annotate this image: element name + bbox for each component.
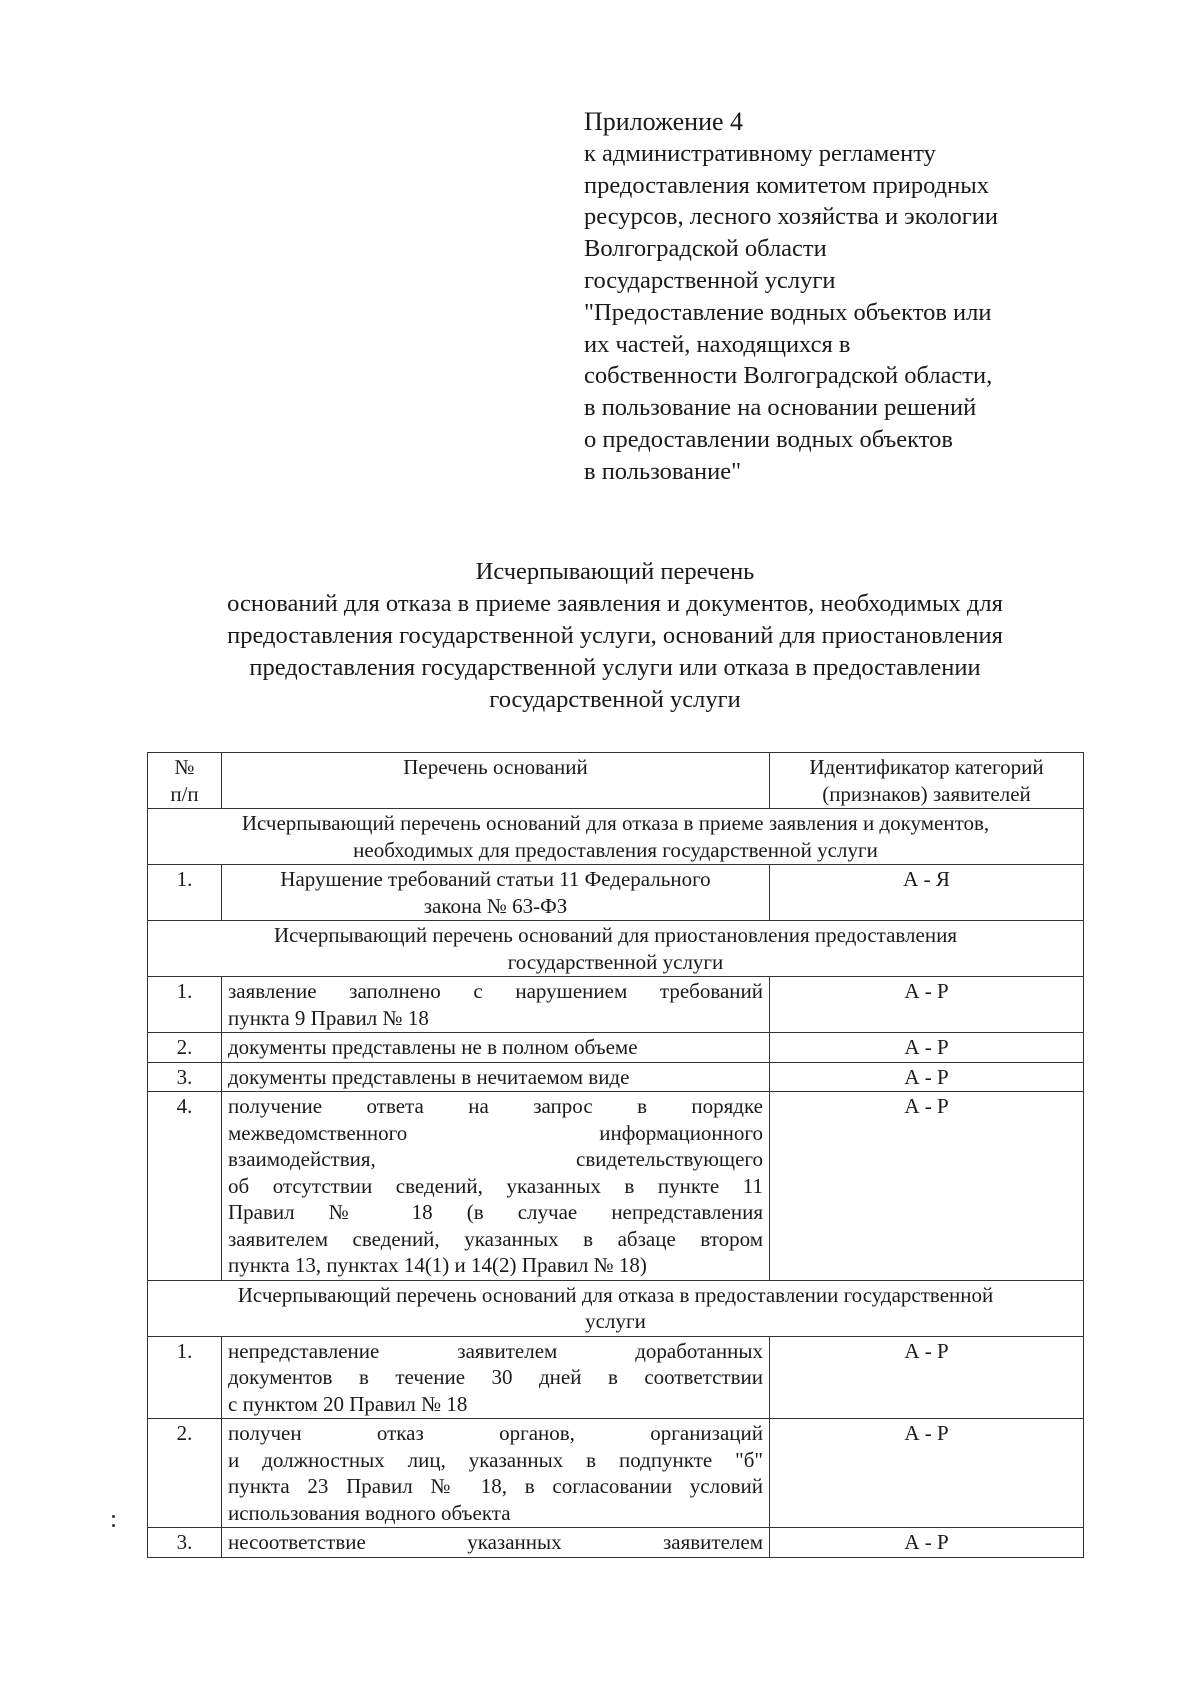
grounds-table: [147, 752, 1084, 1558]
row-text: [222, 1092, 770, 1281]
appendix-line: в пользование": [584, 457, 742, 485]
table-row: [148, 1092, 1084, 1281]
header-num-line: №: [174, 755, 195, 779]
title-line: государственной услуги: [489, 686, 741, 713]
row-num: 2.: [148, 1033, 222, 1063]
row-identifier: А - Р: [770, 1528, 1084, 1558]
row-identifier: А - Я: [770, 865, 1084, 921]
section-title: [148, 809, 1084, 865]
row-text-line: закона № 63-ФЗ: [423, 893, 568, 918]
row-text-line: пункта 13, пунктах 14(1) и 14(2) Правил № 18): [228, 1253, 647, 1277]
appendix-line: Волгоградской области: [584, 235, 827, 263]
row-text-line: использования водного объекта: [228, 1500, 511, 1525]
row-text-line: с пунктом 20 Правил № 18: [228, 1391, 468, 1416]
header-reasons: Перечень оснований: [222, 753, 770, 809]
appendix-line: к административному регламенту: [584, 139, 936, 167]
row-text-line: Правил № 18 (в случае непредставления: [228, 1200, 763, 1224]
appendix-line: в пользование на основании решений: [584, 394, 977, 422]
section-title-line: Исчерпывающий перечень оснований для приостановления предоставления: [273, 923, 957, 947]
row-text: [222, 865, 770, 921]
table-row: [148, 865, 1084, 921]
appendix-title: Приложение 4: [584, 107, 744, 136]
section-row: [148, 921, 1084, 977]
row-text: [222, 1419, 770, 1528]
header-identifier: [770, 753, 1084, 809]
header-identifier-line: (признаков) заявителей: [822, 781, 1031, 806]
section-title-line: Исчерпывающий перечень оснований для отказа в приеме заявления и документов,: [241, 811, 990, 835]
table-row: [148, 1062, 1084, 1092]
row-num: 1.: [148, 1336, 222, 1419]
row-text: [222, 1336, 770, 1419]
header-identifier-line: Идентификатор категорий: [809, 755, 1044, 779]
row-text-line: получение ответа на запрос в порядке: [228, 1094, 763, 1118]
row-text-line: об отсутствии сведений, указанных в пункте 11: [228, 1173, 763, 1198]
row-identifier: А - Р: [770, 977, 1084, 1033]
row-text: [222, 977, 770, 1033]
title-line: Исчерпывающий перечень: [475, 558, 755, 585]
row-text-line: взаимодействия, свидетельствующего: [228, 1147, 763, 1171]
section-title-line: услуги: [585, 1309, 646, 1333]
row-text-line: несоответствие указанных заявителем: [228, 1530, 763, 1554]
section-title-line: государственной услуги: [507, 949, 724, 974]
title-line: оснований для отказа в приеме заявления и документов, необходимых для: [227, 590, 1003, 617]
row-identifier: А - Р: [770, 1062, 1084, 1092]
row-text-line: пункта 23 Правил № 18, в согласовании условий: [228, 1474, 763, 1498]
row-num: 2.: [148, 1419, 222, 1528]
section-title-line: необходимых для предоставления государственной услуги: [353, 837, 878, 862]
row-text-line: получен отказ органов, организаций: [228, 1421, 763, 1445]
section-row: [148, 809, 1084, 865]
table-row: [148, 1336, 1084, 1419]
section-row: [148, 1280, 1084, 1336]
header-num-line: п/п: [170, 781, 199, 806]
row-text-line: документы представлены не в полном объеме: [228, 1035, 638, 1059]
section-title-line: Исчерпывающий перечень оснований для отказа в предоставлении государственной: [237, 1282, 994, 1307]
section-title: [148, 1280, 1084, 1336]
row-text-line: непредставление заявителем доработанных: [228, 1338, 763, 1363]
document-title: [120, 556, 1110, 716]
row-num: 1.: [148, 977, 222, 1033]
row-text-line: документы представлены в нечитаемом виде: [228, 1064, 630, 1089]
row-text: [222, 1528, 770, 1558]
row-num: 4.: [148, 1092, 222, 1281]
section-title: [148, 921, 1084, 977]
appendix-line: ресурсов, лесного хозяйства и экологии: [584, 203, 999, 231]
title-line: предоставления государственной услуги, оснований для приостановления: [227, 622, 1003, 649]
appendix-line: государственной услуги: [584, 266, 836, 294]
title-line: предоставления государственной услуги или отказа в предоставлении: [249, 654, 981, 681]
table-row: [148, 1419, 1084, 1528]
row-text-line: заявление заполнено с нарушением требований: [228, 979, 763, 1003]
row-text-line: пункта 9 Правил № 18: [228, 1005, 429, 1030]
scan-dots: [111, 1512, 117, 1534]
table-row: [148, 977, 1084, 1033]
row-num: 3.: [148, 1062, 222, 1092]
table-header-row: [148, 753, 1084, 809]
row-identifier: А - Р: [770, 1336, 1084, 1419]
row-text: [222, 1062, 770, 1092]
table-row: [148, 1528, 1084, 1558]
appendix-line: собственности Волгоградской области,: [584, 362, 993, 390]
header-num: [148, 753, 222, 809]
row-text-line: документов в течение 30 дней в соответствии: [228, 1365, 763, 1389]
appendix-line: предоставления комитетом природных: [584, 171, 989, 199]
row-identifier: А - Р: [770, 1033, 1084, 1063]
row-identifier: А - Р: [770, 1092, 1084, 1281]
row-text: [222, 1033, 770, 1063]
row-text-line: межведомственного информационного: [228, 1120, 763, 1145]
row-text-line: и должностных лиц, указанных в подпункте "б": [228, 1447, 763, 1472]
appendix-line: "Предоставление водных объектов или: [584, 298, 992, 326]
row-num: 1.: [148, 865, 222, 921]
row-identifier: А - Р: [770, 1419, 1084, 1528]
table-row: [148, 1033, 1084, 1063]
appendix-header: [584, 106, 1104, 488]
row-num: 3.: [148, 1528, 222, 1558]
appendix-line: о предоставлении водных объектов: [584, 425, 953, 453]
appendix-line: их частей, находящихся в: [584, 330, 851, 358]
row-text-line: Нарушение требований статьи 11 Федерального: [280, 867, 711, 891]
row-text-line: заявителем сведений, указанных в абзаце втором: [228, 1226, 763, 1251]
